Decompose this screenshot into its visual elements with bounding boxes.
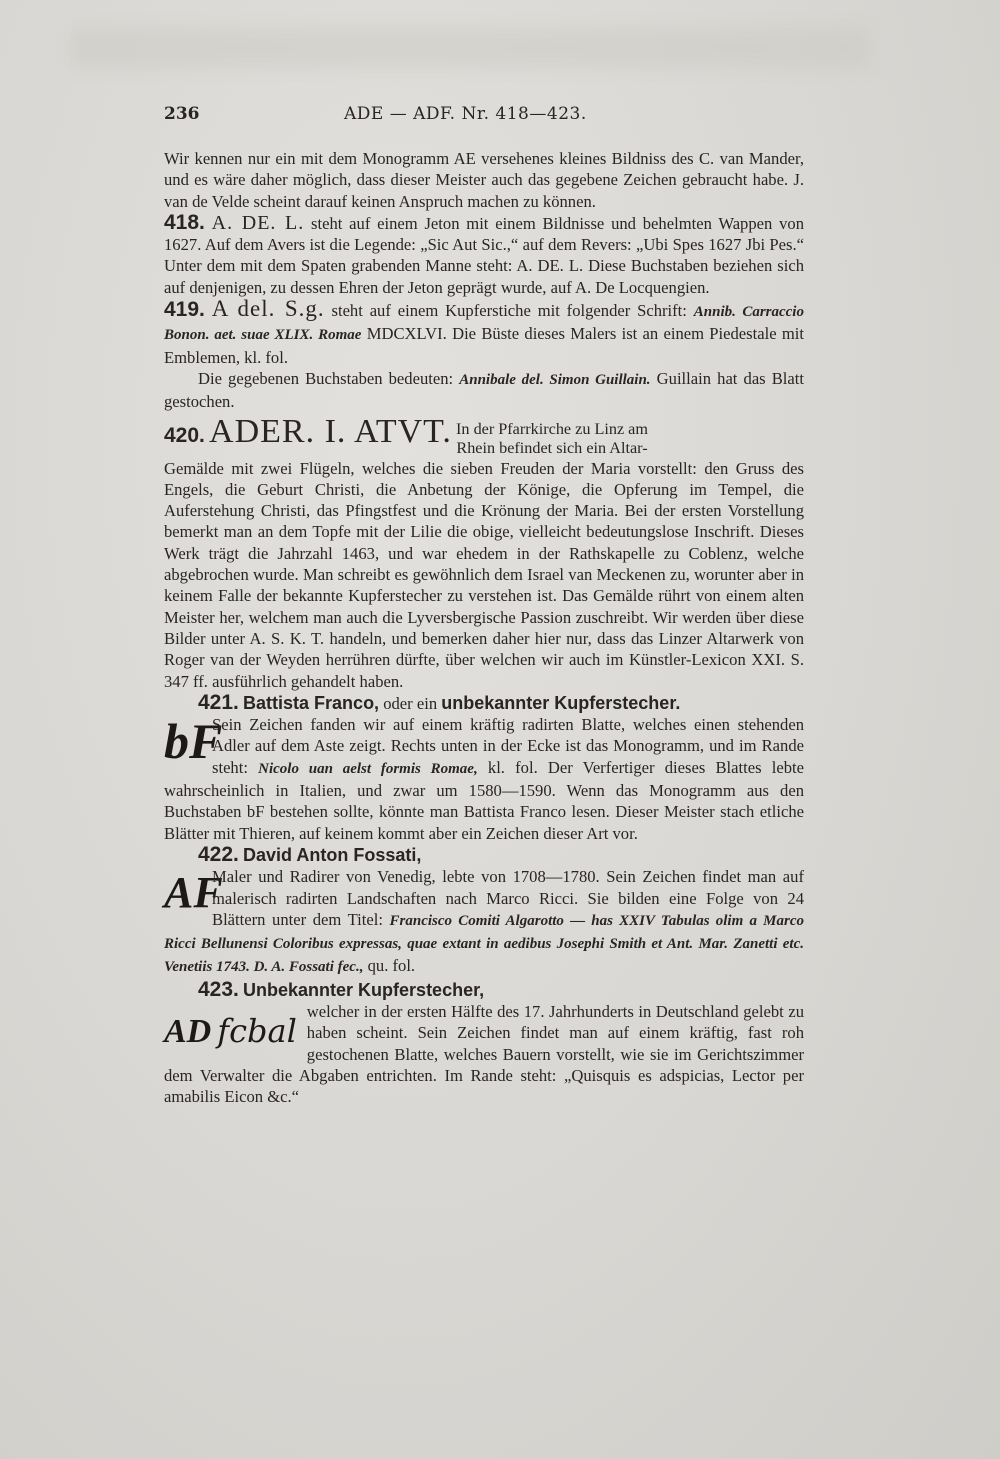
entry-423 xyxy=(164,979,804,1001)
page-header xyxy=(164,104,804,130)
entry-number: 420. xyxy=(164,423,205,447)
entry-420-text: Gemälde mit zwei Flügeln, welches die sieben Freuden der Maria vorstellt: den Gruss des Engels, die Geburt Christi, die Anbetung der Könige, die Opferung im Tempel, die Auferstehung Christi, das Pfingstfest und die Krönung der Maria. Bei der ersten Vorstellung bemerkt man an dem Topfe mit der Lilie die obige, vielleicht bedeutungslose Inschrift. Dieses Werk trägt die Jahrzahl 1463, und war ehedem in der Rathskapelle zu Coblenz, welche abgebrochen wurde. Man schreibt es gewöhnlich dem Israel van Meckenen zu, worunter aber in keinem Falle der bekannte Kupferstecher zu verstehen ist. Das Gemälde rührt von einem alten Meister her, welchem man auch die Lyversbergische Passion zuschreibt. Wir werden über diese Bilder unter A. S. K. T. handeln, und bemerken daher hier nur, dass das Linzer Altarwerk von Roger van der Weyden herrühren dürfte, über welchen wir auch im Künstler-Lexicon XXI. S. 347 ff. ausführlich gehandelt haben. xyxy=(164,458,804,691)
entry-text: steht auf einem Kupferstiche mit folgender Schrift: xyxy=(324,301,694,321)
entry-number: 421. xyxy=(198,690,239,714)
inline-note xyxy=(456,420,648,458)
running-title: ADE — ADF. Nr. 418—423. xyxy=(344,104,587,124)
monogram-af-icon: AF xyxy=(164,868,223,918)
page-body xyxy=(164,148,804,1107)
italic-inscription: Nicolo uan aelst formis Romae, xyxy=(258,760,478,777)
italic-inscription: Annibale del. Simon Guillain. xyxy=(459,371,651,388)
entry-number: 422. xyxy=(198,842,239,866)
monogram-bf-icon: bF xyxy=(164,713,223,770)
entry-text: qu. fol. xyxy=(363,956,416,976)
entry-text: Guillain hat das Blatt gestochen. xyxy=(164,368,805,412)
page-number: 236 xyxy=(164,104,200,124)
entry-419 xyxy=(164,298,804,368)
italic-inscription: Francisco Comiti Algarotto — has XXIV Tabulas olim a Marco Ricci Bellunensi Coloribus expressas, quae extant in aedibus Josephi Smith et Ant. Mar. Zanetti etc. Venetiis 1743. D. A. Fossati fec., xyxy=(164,912,804,976)
entry-421 xyxy=(164,692,804,714)
monogram-text: A. DE. L. xyxy=(211,211,305,234)
inline-note-line: Rhein befindet sich ein Altar- xyxy=(456,438,648,457)
entry-422-text xyxy=(164,866,804,978)
inline-note-line: In der Pfarrkirche zu Linz am xyxy=(456,419,648,438)
entry-420 xyxy=(164,412,804,458)
entry-text: Maler und Radirer von Venedig, lebte von 1708—1780. Sein Zeichen findet man auf malerisch radirten Landschaften nach Marco Ricci. Sie bilden eine Folge von 24 Blättern unter dem Titel: xyxy=(212,867,804,929)
entry-text: kl. fol. Der Verfertiger dieses Blattes lebte wahrscheinlich in Italien, und zwar um 1580—1590. Wenn das Monogramm aus den Buchstaben bF bestehen sollte, könnte man Battista Franco lesen. Dieser Meister stach etliche Blätter mit Thieren, auf keinem kommt aber ein Zeichen dieser Art vor. xyxy=(164,757,804,843)
artist-name: David Anton Fossati, xyxy=(243,844,422,865)
monogram-text: A del. S.g. xyxy=(211,296,325,322)
intro-paragraph: Wir kennen nur ein mit dem Monogramm AE versehenes kleines Bildniss des C. van Mander, und es wäre daher möglich, dass dieser Meister auch das gegebene Zeichen gebraucht habe. J. van de Velde scheint darauf keinen Anspruch machen zu können. xyxy=(164,149,804,211)
entry-423-text xyxy=(164,1001,804,1107)
italic-inscription: Annib. Carraccio Bonon. aet. suae XLIX. Romae xyxy=(164,304,804,344)
entry-text: welcher in der ersten Hälfte des 17. Jahrhunderts in Deutschland gelebt zu haben scheint. Sein Zeichen findet man auf einem kräftig, fast roh gestochenen Blatte, welches Bauern vorstellt, wie sie im Gerichtszimmer dem Verwalter die Abgaben entrichten. Im Rande steht: „Quisquis es adspicias, Lector per amabilis Eicon &c.“ xyxy=(164,1001,804,1107)
entry-number: 423. xyxy=(198,977,239,1001)
signature-script: fcbal xyxy=(217,1011,297,1050)
artist-name: Unbekannter Kupferstecher, xyxy=(243,979,485,1000)
entry-422 xyxy=(164,844,804,866)
artist-name: Battista Franco, xyxy=(243,692,380,713)
entry-number: 418. xyxy=(164,210,205,234)
signature-mark: AD xyxy=(164,1012,212,1050)
monogram-ad-signature-icon xyxy=(164,1001,297,1062)
entry-text: Sein Zeichen fanden wir auf einem kräftig radirten Blatte, welches einen stehenden Adler auf dem Aste zeigt. Rechts unten in der Ecke ist das Monogramm, und im Rande steht: xyxy=(212,715,804,777)
entry-421-text xyxy=(164,714,804,844)
entry-text: oder ein xyxy=(379,693,442,713)
entry-text: MDCXLVI. Die Büste dieses Malers ist an einem Piedestale mit Emblemen, kl. fol. xyxy=(164,324,804,367)
entry-419-cont xyxy=(164,368,804,413)
page-stain xyxy=(70,28,870,68)
entry-text: Die gegebenen Buchstaben bedeuten: xyxy=(198,368,460,388)
entry-number: 419. xyxy=(164,298,205,322)
entry-418 xyxy=(164,212,804,298)
entry-text: steht auf einem Jeton mit einem Bildnisse und behelmten Wappen von 1627. Auf dem Avers ist die Legende: „Sic Aut Sic.,“ auf dem Revers: „Ubi Spes 1627 Jbi Pes.“ Unter dem mit dem Spaten grabenden Manne steht: A. DE. L. Diese Buchstaben beziehen sich auf denjenigen, zu dessen Ehren der Jeton geprägt wurde, auf A. De Locquengien. xyxy=(164,213,804,297)
monogram-text: ADER. I. ATVT. xyxy=(209,412,452,450)
artist-name: unbekannter Kupferstecher. xyxy=(441,692,681,713)
